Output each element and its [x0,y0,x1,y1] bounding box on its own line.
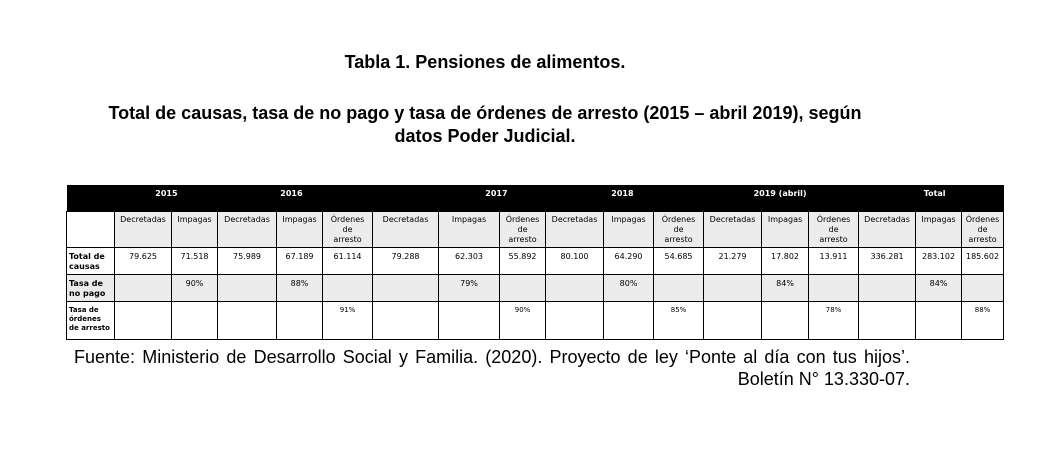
year-header-2016: 2016 [218,186,373,212]
year-header-2018: 2018 [546,186,704,212]
header-decretadas-2016: Decretadas [218,212,277,248]
table-cell: 71.518 [172,248,218,275]
table-cell [704,275,762,302]
table-cell: 88% [277,275,323,302]
table-cell: 13.911 [809,248,859,275]
table-row-total-causas [67,248,1004,275]
year-header-row [67,186,1004,212]
table-cell [172,302,218,340]
table-cell: 84% [916,275,962,302]
table-cell [115,302,172,340]
table-cell [218,302,277,340]
table-cell: 84% [762,275,809,302]
year-header-spacer [67,186,115,212]
table-cell [809,275,859,302]
table-cell: 55.892 [500,248,546,275]
table-cell: 185.602 [962,248,1004,275]
header-impagas-2019: Impagas [762,212,809,248]
table-cell: 78% [809,302,859,340]
document-title: Tabla 1. Pensiones de alimentos. [344,52,626,72]
table-cell [323,275,373,302]
table-cell: 61.114 [323,248,373,275]
year-header-2015: 2015 [115,186,218,212]
table-cell [439,302,500,340]
table-cell [115,275,172,302]
table-row-tasa-no-pago [67,275,1004,302]
pensiones-table [66,185,1004,340]
source-citation: Fuente: Ministerio de Desarrollo Social y Familia. (2020). Proyecto de ley ‘Ponte al día con tus hijos’. Boletín N° 13.330-07. [74,347,910,389]
table-cell: 90% [500,302,546,340]
year-header-total: Total [859,186,1004,212]
table-cell: 88% [962,302,1004,340]
table-cell: 336.281 [859,248,916,275]
table-cell: 85% [654,302,704,340]
subtitle-line-2: datos Poder Judicial. [394,126,576,146]
table-cell: 75.989 [218,248,277,275]
table-cell: 64.290 [604,248,654,275]
row-label-tasa-no-pago: Tasa de no pago [67,275,115,302]
table-cell [762,302,809,340]
table-cell: 79.288 [373,248,439,275]
table-cell: 90% [172,275,218,302]
table-cell: 54.685 [654,248,704,275]
table-row-tasa-ordenes [67,302,1004,340]
document-subtitle [20,102,950,148]
header-impagas-2015: Impagas [172,212,218,248]
table-cell: 79.625 [115,248,172,275]
year-header-2019-abril: 2019 (abril) [704,186,859,212]
table-cell [277,302,323,340]
header-ordenes-2018: Órdenes de arresto [654,212,704,248]
table-cell [604,302,654,340]
table-cell [916,302,962,340]
table-cell: 67.189 [277,248,323,275]
row-label-total-causas: Total de causas [67,248,115,275]
header-impagas-2016: Impagas [277,212,323,248]
table-cell [500,275,546,302]
table-cell [546,275,604,302]
header-ordenes-2019: Órdenes de arresto [809,212,859,248]
subtitle-line-1: Total de causas, tasa de no pago y tasa de órdenes de arresto (2015 – abril 2019), según [108,103,862,123]
table-cell [859,275,916,302]
header-decretadas-2015: Decretadas [115,212,172,248]
table-cell [859,302,916,340]
header-ordenes-total: Órdenes de arresto [962,212,1004,248]
header-ordenes-2016: Órdenes de arresto [323,212,373,248]
table-cell: 283.102 [916,248,962,275]
year-header-2017: 2017 [373,186,546,212]
header-impagas-total: Impagas [916,212,962,248]
table-cell [704,302,762,340]
header-ordenes-2017: Órdenes de arresto [500,212,546,248]
table-cell: 79% [439,275,500,302]
table-cell: 17.802 [762,248,809,275]
header-decretadas-total: Decretadas [859,212,916,248]
header-impagas-2018: Impagas [604,212,654,248]
table-cell: 80% [604,275,654,302]
table-cell: 91% [323,302,373,340]
header-decretadas-2017: Decretadas [373,212,439,248]
table-cell: 80.100 [546,248,604,275]
header-corner [67,212,115,248]
table-cell [373,275,439,302]
table-cell [218,275,277,302]
table-cell: 21.279 [704,248,762,275]
column-header-row [67,212,1004,248]
row-label-tasa-ordenes: Tasa de órdenes de arresto [67,302,115,340]
table-cell: 62.303 [439,248,500,275]
header-impagas-2017: Impagas [439,212,500,248]
table-cell [962,275,1004,302]
table-cell [546,302,604,340]
header-decretadas-2019: Decretadas [704,212,762,248]
table-cell [654,275,704,302]
header-decretadas-2018: Decretadas [546,212,604,248]
table-cell [373,302,439,340]
